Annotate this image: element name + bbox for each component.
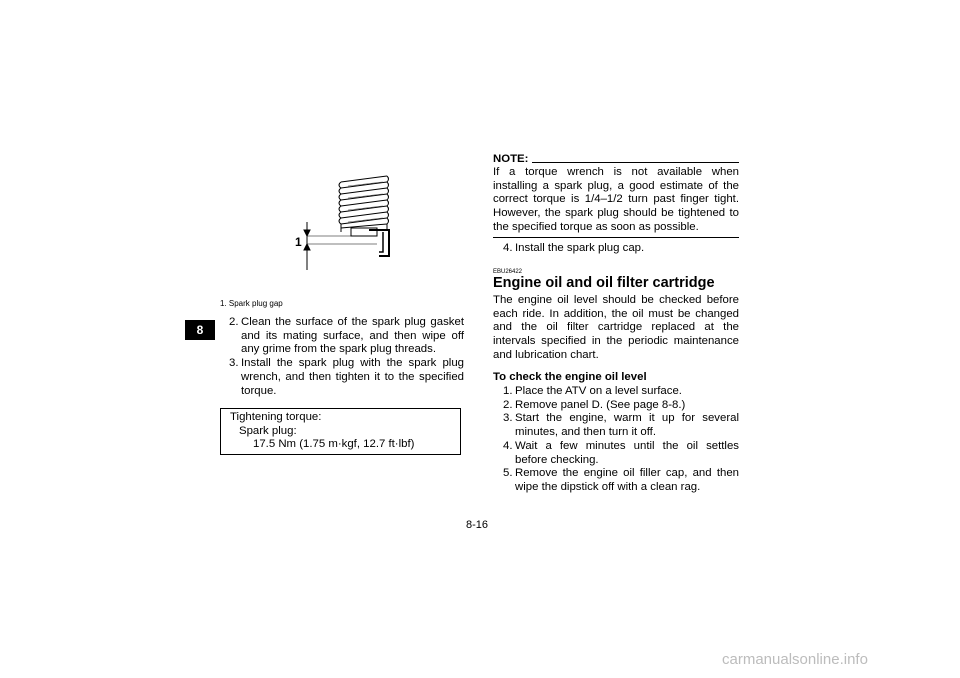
step-number: 3. <box>503 412 513 425</box>
callout-number: 1 <box>295 235 302 249</box>
note-block <box>493 153 739 238</box>
subsection-title: To check the engine oil level <box>493 371 647 383</box>
check-step-list <box>503 385 739 495</box>
note-label: NOTE: <box>493 153 529 165</box>
step-text: Remove panel D. (See page 8-8.) <box>515 398 686 411</box>
note-end-rule <box>493 237 739 238</box>
step-number: 4. <box>503 242 513 254</box>
list-item <box>229 357 464 398</box>
spark-plug-figure <box>293 170 403 275</box>
step-number: 4. <box>503 439 513 452</box>
step-text: Wait a few minutes until the oil settles before checking. <box>515 439 739 466</box>
step-text: Clean the surface of the spark plug gasket and its mating surface, and then wipe off any grime from the spark plug threads. <box>241 316 464 356</box>
step-number: 5. <box>503 467 513 480</box>
chapter-tab: 8 <box>185 320 215 340</box>
step-text: Install the spark plug with the spark plug wrench, and then tighten it to the specified torque. <box>241 357 464 397</box>
section-title: Engine oil and oil filter cartridge <box>493 275 715 291</box>
note-text: If a torque wrench is not available when installing a spark plug, a good estimate of the correct torque is 1/4–1/2 turn past finger tight. However, the spark plug should be tightened to the specified torque as soon as possible. <box>493 166 739 233</box>
step-text: Install the spark plug cap. <box>515 242 645 254</box>
list-item <box>503 412 739 439</box>
torque-label: Tightening torque: <box>230 411 322 423</box>
step-number: 3. <box>229 357 239 370</box>
step-4 <box>503 242 739 256</box>
step-text: Remove the engine oil filler cap, and then wipe the dipstick off with a clean rag. <box>515 467 739 493</box>
list-item <box>503 385 739 399</box>
step-number: 1. <box>503 385 513 397</box>
step-number: 2. <box>503 398 513 411</box>
list-item <box>229 316 464 357</box>
spark-plug-gap-illustration <box>293 170 403 275</box>
list-item <box>503 440 739 467</box>
section-code: EBU26422 <box>493 269 523 275</box>
list-item <box>503 399 739 413</box>
figure-caption: 1. Spark plug gap <box>220 299 283 308</box>
left-step-list <box>229 316 464 398</box>
torque-value: 17.5 Nm (1.75 m·kgf, 12.7 ft·lbf) <box>253 438 415 451</box>
list-item <box>503 242 739 256</box>
note-header <box>493 153 739 166</box>
step-text: Place the ATV on a level surface. <box>515 385 682 397</box>
torque-part: Spark plug: <box>239 424 297 437</box>
page-number: 8-16 <box>466 519 489 531</box>
step-text: Start the engine, warm it up for several minutes, and then turn it off. <box>515 412 739 439</box>
list-item <box>503 467 739 494</box>
note-rule <box>532 162 739 163</box>
section-paragraph: The engine oil level should be checked before each ride. In addition, the oil must be changed and the oil filter cartridge replaced at the intervals specified in the periodic maintenance and lubrication chart. <box>493 294 739 361</box>
torque-spec-box <box>220 408 461 455</box>
step-number: 2. <box>229 316 239 328</box>
watermark: carmanualsonline.info <box>722 651 868 668</box>
